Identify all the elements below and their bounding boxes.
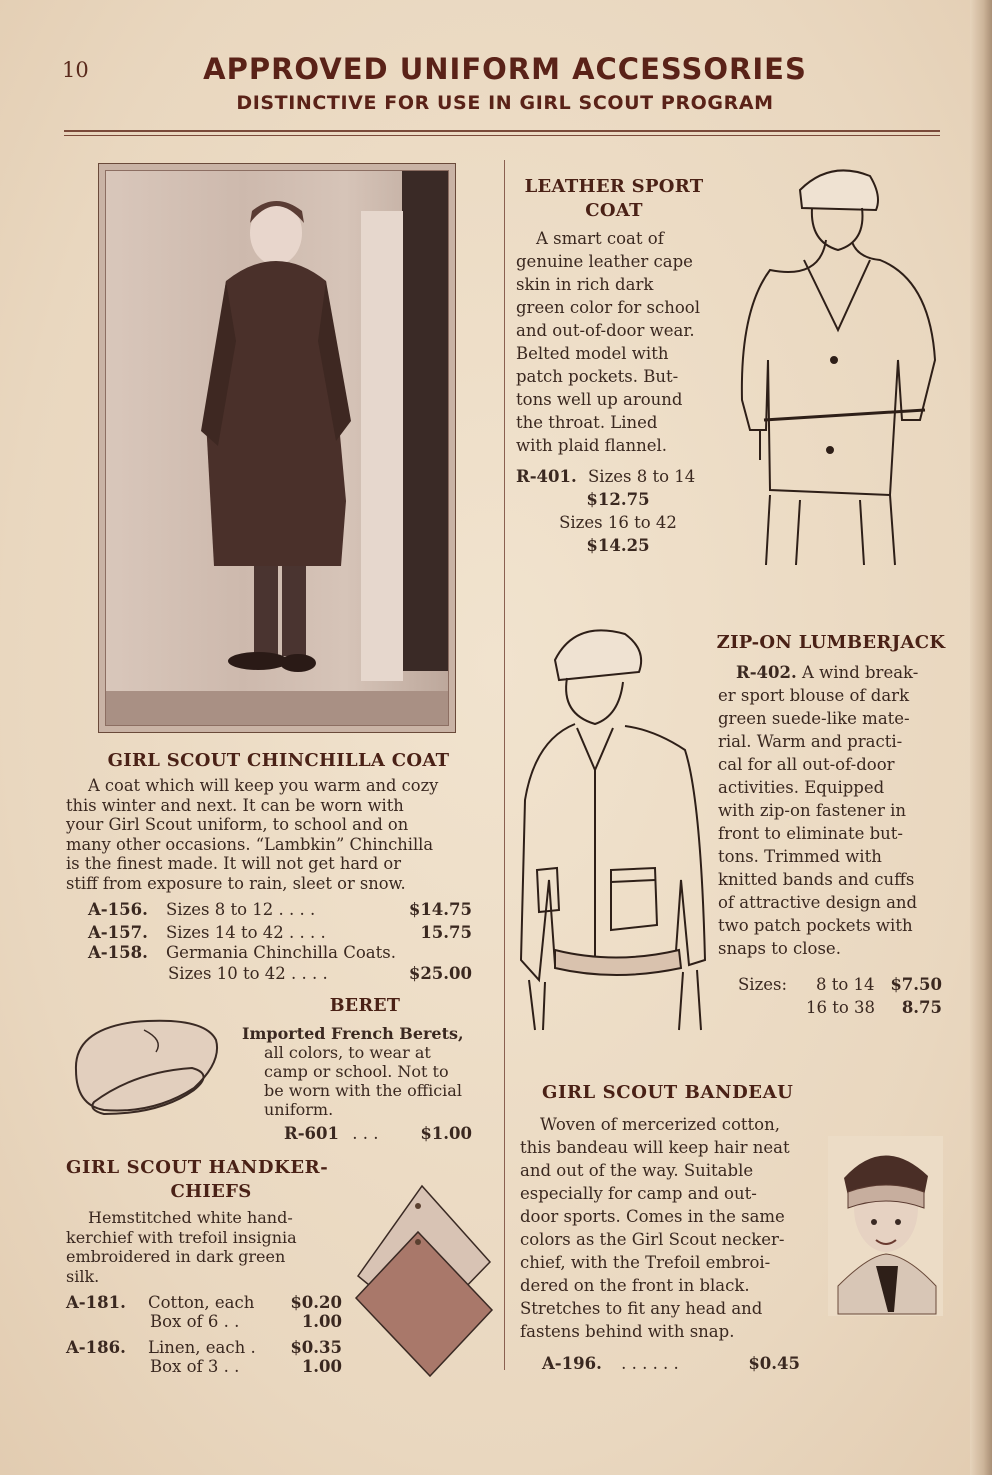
- desc-line: Hemstitched white hand-: [88, 1208, 293, 1227]
- chinchilla-price-list: [88, 900, 478, 984]
- item-sizes: 8 to 14: [816, 975, 875, 994]
- column-divider: [504, 160, 505, 1370]
- item-price: 1.00: [301, 1312, 342, 1331]
- dot-leader: . . .: [352, 1124, 379, 1143]
- price-row: [88, 900, 478, 923]
- price-row: [738, 975, 944, 998]
- handkerchief-price-list: [66, 1293, 344, 1377]
- desc-line: be worn with the official: [264, 1081, 462, 1100]
- desc-line: is the finest made. It will not get hard or: [66, 854, 402, 873]
- item-price: 1.00: [301, 1357, 342, 1376]
- chinchilla-title: GIRL SCOUT CHINCHILLA COAT: [107, 750, 450, 771]
- desc-line: embroidered in dark green: [66, 1247, 286, 1266]
- lumberjack-price-list: [738, 975, 944, 1021]
- leather-coat-title-line1: LEATHER SPORT: [524, 176, 704, 197]
- handkerchief-description: [66, 1208, 344, 1286]
- desc-line: your Girl Scout uniform, to school and on: [66, 815, 409, 834]
- page-title: APPROVED UNIFORM ACCESSORIES: [203, 52, 807, 86]
- desc-line: chief, with the Trefoil embroi-: [520, 1253, 771, 1272]
- desc-line: patch pockets. But-: [516, 367, 679, 386]
- item-code: A-196.: [542, 1354, 602, 1373]
- price-row: [516, 467, 720, 490]
- desc-text: A wind break-: [802, 663, 919, 682]
- item-sizes: 16 to 38: [806, 998, 876, 1017]
- price-row: [88, 964, 478, 984]
- desc-line: snaps to close.: [718, 939, 841, 958]
- dot-leader: . . . . . .: [621, 1354, 679, 1373]
- beret-title: BERET: [329, 996, 401, 1016]
- item-price: $1.00: [420, 1124, 472, 1143]
- item-desc: Box of 6 . .: [150, 1312, 240, 1331]
- beret-illustration: [64, 1010, 224, 1122]
- price-row: [88, 943, 478, 964]
- desc-line: door sports. Comes in the same: [520, 1207, 785, 1226]
- desc-line: Woven of mercerized cotton,: [540, 1115, 780, 1134]
- desc-line: and out-of-door wear.: [516, 321, 695, 340]
- desc-line: two patch pockets with: [718, 916, 913, 935]
- price-row: [66, 1293, 344, 1312]
- leather-coat-description: [516, 227, 716, 457]
- price-row: [66, 1357, 344, 1377]
- item-desc: Germania Chinchilla Coats.: [166, 943, 396, 962]
- page-spine-shadow: [970, 0, 992, 1475]
- header-rule-bottom: [64, 135, 940, 136]
- desc-line: skin in rich dark: [516, 275, 654, 294]
- item-desc: Sizes 14 to 42 . . . .: [166, 923, 326, 942]
- item-code: R-402.: [736, 663, 797, 682]
- desc-line: genuine leather cape: [516, 252, 693, 271]
- item-code: R-601: [284, 1124, 340, 1143]
- item-price: $0.20: [290, 1293, 342, 1312]
- price-row: [66, 1312, 344, 1338]
- lumberjack-illustration: [515, 620, 715, 1040]
- desc-line: of attractive design and: [718, 893, 918, 912]
- bandeau-description: [520, 1113, 820, 1343]
- item-sizes: Sizes 8 to 14: [588, 467, 696, 486]
- desc-line: knitted bands and cuffs: [718, 870, 915, 889]
- item-desc: Cotton, each: [148, 1293, 255, 1312]
- page-number: 10: [62, 58, 89, 82]
- beret-price-row: [284, 1124, 474, 1143]
- item-price: $25.00: [408, 964, 472, 983]
- item-price: 8.75: [901, 998, 942, 1017]
- handkerchief-title-line2: CHIEFS: [170, 1181, 252, 1202]
- desc-line: Stretches to fit any head and: [520, 1299, 763, 1318]
- beret-description: [242, 1024, 494, 1119]
- desc-line: many other occasions. “Lambkin” Chinchilla: [66, 834, 434, 854]
- desc-line: A coat which will keep you warm and cozy: [88, 776, 439, 795]
- desc-line: uniform.: [264, 1100, 334, 1119]
- desc-line: stiff from exposure to rain, sleet or snow.: [66, 873, 406, 893]
- desc-line: Imported French Berets,: [242, 1024, 464, 1043]
- desc-line: dered on the front in black.: [520, 1276, 750, 1295]
- desc-line: the throat. Lined: [516, 413, 658, 432]
- chinchilla-coat-photo: [98, 163, 456, 733]
- bandeau-photo: [828, 1136, 943, 1316]
- desc-line: green color for school: [516, 298, 701, 317]
- desc-line: with zip-on fastener in: [718, 801, 907, 820]
- leather-coat-illustration: [730, 160, 945, 570]
- header-rule-top: [64, 130, 940, 132]
- desc-line: camp or school. Not to: [264, 1062, 449, 1081]
- item-code: A-157.: [88, 923, 148, 942]
- leather-coat-price-list: [516, 467, 720, 559]
- bandeau-price-row: [542, 1354, 802, 1373]
- item-sizes: Sizes 16 to 42: [559, 513, 677, 532]
- desc-line: green suede-like mate-: [718, 709, 910, 728]
- desc-line: kerchief with trefoil insignia: [66, 1227, 297, 1247]
- item-price: $0.45: [748, 1354, 800, 1373]
- desc-line: especially for camp and out-: [520, 1184, 757, 1203]
- handkerchief-title-line1: GIRL SCOUT HANDKER-: [66, 1157, 329, 1178]
- item-desc: Sizes 8 to 12 . . . .: [166, 900, 316, 919]
- desc-line: rial. Warm and practi-: [718, 732, 903, 751]
- desc-line: fastens behind with snap.: [520, 1322, 735, 1341]
- page-subtitle: DISTINCTIVE FOR USE IN GIRL SCOUT PROGRAM: [236, 92, 774, 114]
- item-price: $14.25: [586, 536, 650, 555]
- item-code: A-156.: [88, 900, 148, 919]
- desc-line: all colors, to wear at: [264, 1043, 431, 1062]
- desc-line: cal for all out-of-door: [718, 755, 895, 774]
- price-row: [66, 1338, 344, 1357]
- item-desc: Sizes 10 to 42 . . . .: [168, 964, 328, 983]
- desc-line: this bandeau will keep hair neat: [520, 1138, 790, 1157]
- item-price: $12.75: [586, 490, 650, 509]
- item-desc: Linen, each .: [148, 1338, 256, 1357]
- item-price: 15.75: [420, 923, 472, 942]
- chinchilla-description: [66, 776, 491, 893]
- desc-line: tons well up around: [516, 390, 683, 409]
- item-code: A-186.: [66, 1338, 126, 1357]
- desc-line: tons. Trimmed with: [718, 847, 882, 866]
- lumberjack-description: [718, 661, 942, 960]
- desc-line: with plaid flannel.: [516, 436, 668, 455]
- item-price: $7.50: [890, 975, 942, 994]
- desc-line: activities. Equipped: [718, 778, 885, 797]
- desc-line: front to eliminate but-: [718, 824, 903, 843]
- item-code: R-401.: [516, 467, 577, 486]
- item-price: $14.75: [408, 900, 472, 919]
- item-desc: Box of 3 . .: [150, 1357, 240, 1376]
- desc-line: Belted model with: [516, 344, 669, 363]
- desc-line: er sport blouse of dark: [718, 686, 910, 705]
- price-row: [88, 923, 478, 943]
- desc-line: [718, 661, 942, 684]
- sizes-label: Sizes:: [738, 975, 788, 994]
- item-code: A-158.: [88, 943, 148, 962]
- desc-line: A smart coat of: [536, 229, 664, 248]
- bandeau-title: GIRL SCOUT BANDEAU: [542, 1082, 794, 1103]
- leather-coat-title-line2: COAT: [585, 200, 643, 221]
- handkerchief-illustration: [352, 1180, 498, 1380]
- desc-line: silk.: [66, 1266, 100, 1286]
- lumberjack-title: ZIP-ON LUMBERJACK: [716, 632, 946, 653]
- desc-line: colors as the Girl Scout necker-: [520, 1230, 785, 1249]
- item-code: A-181.: [66, 1293, 126, 1312]
- desc-line: and out of the way. Suitable: [520, 1161, 754, 1180]
- item-price: $0.35: [290, 1338, 342, 1357]
- price-row: [738, 998, 944, 1021]
- desc-line: this winter and next. It can be worn with: [66, 795, 404, 815]
- coat-model-illustration: [106, 171, 448, 725]
